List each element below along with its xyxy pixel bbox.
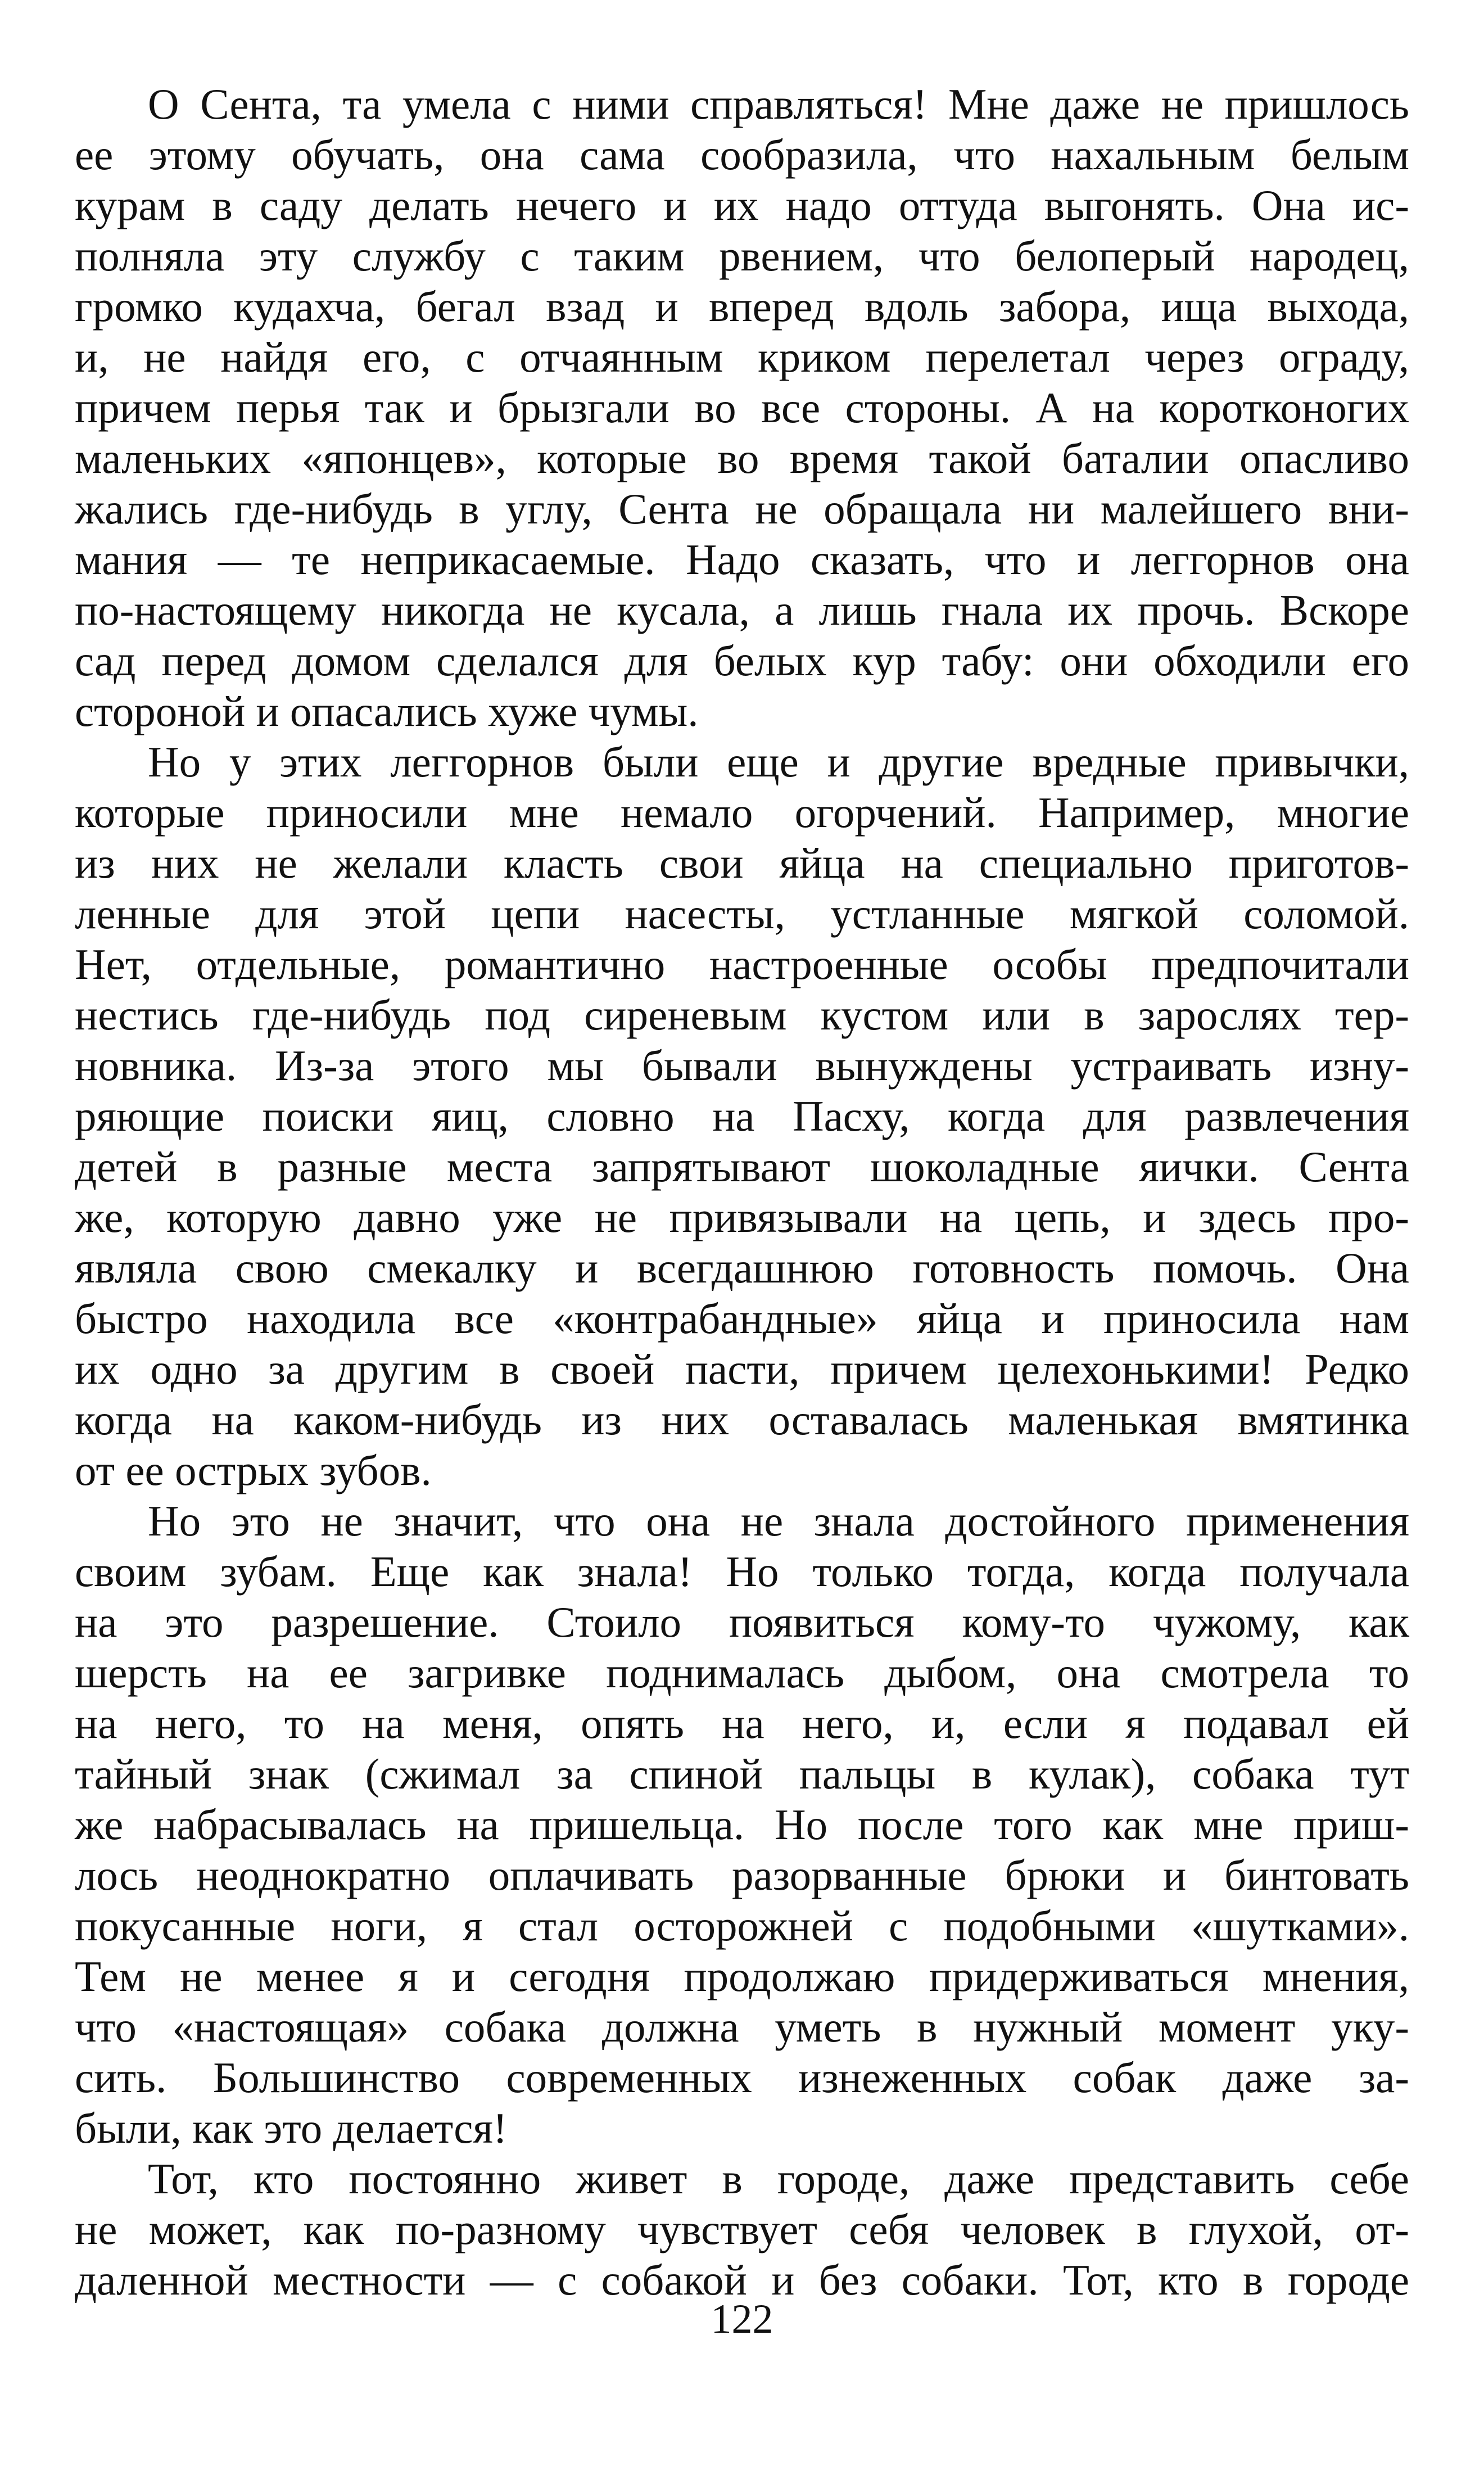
text-line: причем перья так и брызгали во все стороны. А на коротконогих bbox=[75, 383, 1409, 432]
body-text bbox=[75, 79, 1409, 2305]
text-line: жались где-нибудь в углу, Сента не обращала ни малейшего вни- bbox=[75, 485, 1409, 533]
text-line: на него, то на меня, опять на него, и, если я подавал ей bbox=[75, 1699, 1409, 1747]
text-line: являла свою смекалку и всегдашнюю готовность помочь. Она bbox=[75, 1244, 1409, 1292]
text-line: не может, как по-разному чувствует себя человек в глухой, от- bbox=[75, 2205, 1409, 2253]
text-line: ее этому обучать, она сама сообразила, что нахальным белым bbox=[75, 130, 1409, 179]
text-line: шерсть на ее загривке поднималась дыбом, она смотрела то bbox=[75, 1649, 1409, 1697]
text-line: Тот, кто постоянно живет в городе, даже представить себе bbox=[148, 2155, 1409, 2203]
text-line: их одно за другим в своей пасти, причем целехонькими! Редко bbox=[75, 1345, 1409, 1393]
text-line: когда на каком-нибудь из них оставалась маленькая вмятинка bbox=[75, 1395, 1409, 1444]
text-line: были, как это делается! bbox=[75, 2104, 508, 2152]
text-line: своим зубам. Еще как знала! Но только тогда, когда получала bbox=[75, 1547, 1409, 1596]
text-line: новника. Из-за этого мы бывали вынуждены устраивать изну- bbox=[75, 1041, 1409, 1090]
text-line: что «настоящая» собака должна уметь в нужный момент уку- bbox=[75, 2003, 1409, 2051]
text-line: покусанные ноги, я стал осторожней с подобными «шутками». bbox=[75, 1902, 1409, 1950]
text-line: мания — те неприкасаемые. Надо сказать, что и леггорнов она bbox=[75, 535, 1409, 584]
text-line: лось неоднократно оплачивать разорванные брюки и бинтовать bbox=[75, 1851, 1409, 1899]
text-line: нестись где-нибудь под сиреневым кустом или в зарослях тер- bbox=[75, 991, 1409, 1039]
text-line: сад перед домом сделался для белых кур табу: они обходили его bbox=[75, 636, 1409, 685]
text-line: быстро находила все «контрабандные» яйца и приносила нам bbox=[75, 1294, 1409, 1343]
text-line: же, которую давно уже не привязывали на цепь, и здесь про- bbox=[75, 1193, 1409, 1241]
text-line: из них не желали класть свои яйца на специально приготов- bbox=[75, 839, 1409, 887]
text-line: тайный знак (сжимал за спиной пальцы в кулак), собака тут bbox=[75, 1750, 1409, 1798]
page-number: 122 bbox=[711, 2296, 773, 2342]
text-line: по-настоящему никогда не кусала, а лишь гнала их прочь. Вскоре bbox=[75, 586, 1409, 634]
text-line: ленные для этой цепи насесты, устланные мягкой соломой. bbox=[75, 889, 1409, 938]
text-line: курам в саду делать нечего и их надо оттуда выгонять. Она ис- bbox=[75, 181, 1409, 229]
text-line: от ее острых зубов. bbox=[75, 1446, 432, 1494]
text-line: Но это не значит, что она не знала достойного применения bbox=[148, 1497, 1409, 1545]
text-line: которые приносили мне немало огорчений. Например, многие bbox=[75, 788, 1409, 837]
text-line: полняла эту службу с таким рвением, что белоперый народец, bbox=[75, 232, 1409, 280]
text-line: ряющие поиски яиц, словно на Пасху, когда для развлечения bbox=[75, 1092, 1409, 1140]
text-line: сить. Большинство современных изнеженных собак даже за- bbox=[75, 2053, 1409, 2102]
text-line: стороной и опасались хуже чумы. bbox=[75, 687, 699, 735]
text-line: на это разрешение. Стоило появиться кому-то чужому, как bbox=[75, 1598, 1409, 1646]
text-line: громко кудахча, бегал взад и вперед вдоль забора, ища выхода, bbox=[75, 282, 1409, 331]
text-line: Тем не менее я и сегодня продолжаю придерживаться мнения, bbox=[75, 1952, 1409, 2000]
text-line: и, не найдя его, с отчаянным криком перелетал через ограду, bbox=[75, 333, 1409, 381]
text-line: же набрасывалась на пришельца. Но после того как мне приш- bbox=[75, 1800, 1409, 1849]
text-line: детей в разные места запрятывают шоколадные яички. Сента bbox=[75, 1142, 1409, 1191]
text-line: Но у этих леггорнов были еще и другие вредные привычки, bbox=[148, 738, 1409, 786]
text-line: Нет, отдельные, романтично настроенные особы предпочитали bbox=[75, 940, 1409, 988]
text-line: О Сента, та умела с ними справляться! Мне даже не пришлось bbox=[148, 80, 1409, 128]
text-line: маленьких «японцев», которые во время такой баталии опасливо bbox=[75, 434, 1409, 482]
text-line: даленной местности — с собакой и без собаки. Тот, кто в городе bbox=[75, 2256, 1409, 2304]
